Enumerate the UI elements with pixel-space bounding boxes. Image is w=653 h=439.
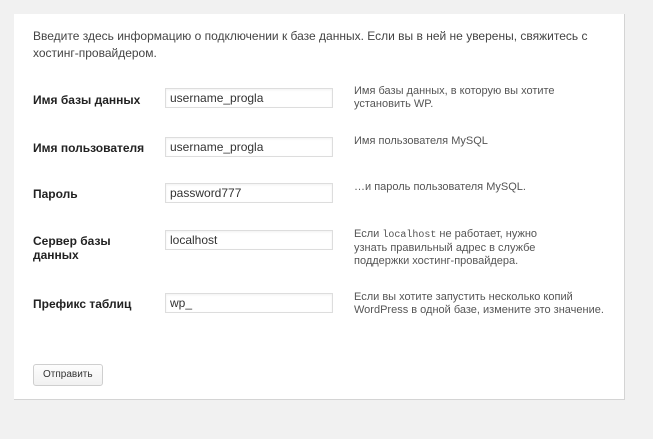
dbname-description: Имя базы данных, в которую вы хотите установить WP. bbox=[354, 85, 555, 110]
prefix-input[interactable] bbox=[165, 293, 333, 313]
dbhost-description-pre: Если bbox=[354, 228, 383, 240]
password-input[interactable] bbox=[165, 183, 333, 203]
prefix-description: Если вы хотите запустить несколько копий WordPress в одной базе, измените это значение. bbox=[354, 291, 604, 316]
password-label: Пароль bbox=[33, 187, 78, 201]
username-label: Имя пользователя bbox=[33, 141, 145, 155]
prefix-label: Префикс таблиц bbox=[33, 297, 132, 311]
dbhost-description bbox=[354, 228, 569, 268]
submit-button[interactable]: Отправить bbox=[33, 364, 103, 386]
dbname-label: Имя базы данных bbox=[33, 93, 141, 107]
dbhost-label: Сервер базы данных bbox=[33, 234, 111, 262]
username-description: Имя пользователя MySQL bbox=[354, 135, 488, 147]
dbname-input[interactable] bbox=[165, 88, 333, 108]
localhost-code: localhost bbox=[382, 230, 437, 241]
intro-text: Введите здесь информацию о подключении к базе данных. Если вы в ней не уверены, свяжитесь с хостинг-провайдером. bbox=[33, 29, 588, 60]
username-input[interactable] bbox=[165, 137, 333, 157]
password-description: …и пароль пользователя MySQL. bbox=[354, 181, 526, 193]
dbhost-input[interactable] bbox=[165, 230, 333, 250]
dbhost-description-post: не работает, нужно узнать правильный адрес в службе поддержки хостинг-провайдера. bbox=[354, 228, 538, 267]
setup-config-panel bbox=[14, 14, 625, 400]
